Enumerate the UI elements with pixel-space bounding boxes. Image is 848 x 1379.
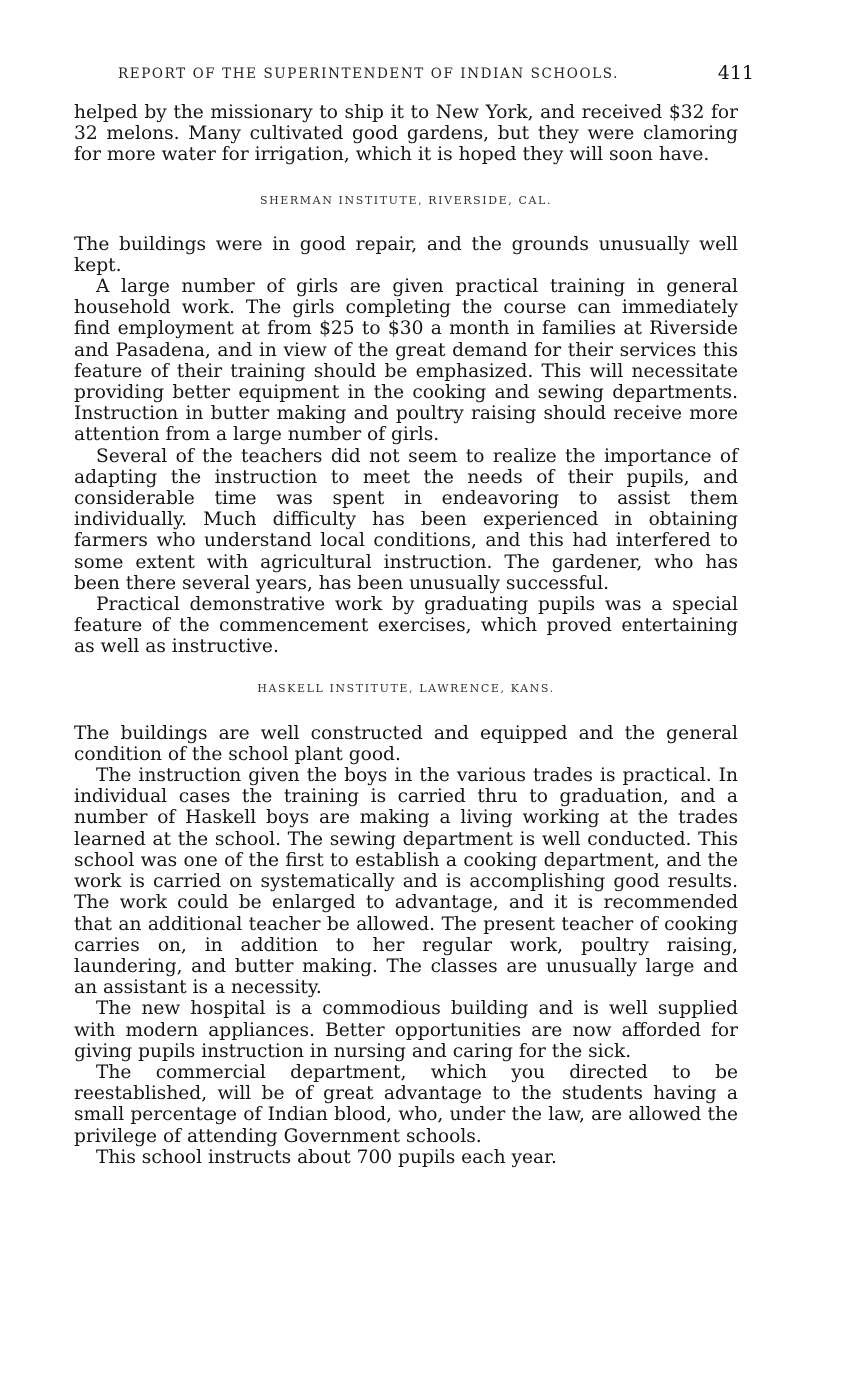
intro-paragraph: helped by the missionary to ship it to New York, and received $32 for 32 melons. Many cultivated good gardens, but they were clamoring for more water for irrigation, which it is hoped they will soon have.	[74, 102, 738, 166]
body-text	[74, 102, 738, 1168]
running-header	[74, 62, 754, 86]
sherman-paragraph-4: Practical demonstrative work by graduating pupils was a special feature of the commencement exercises, which proved entertaining as well as instructive.	[74, 594, 738, 658]
page-number: 411	[717, 62, 754, 84]
section-heading-haskell: HASKELL INSTITUTE, LAWRENCE, KANS.	[257, 681, 555, 695]
haskell-paragraph-5: This school instructs about 700 pupils each year.	[96, 1146, 557, 1168]
section-heading-sherman: SHERMAN INSTITUTE, RIVERSIDE, CAL.	[259, 193, 553, 207]
sherman-paragraph-2: A large number of girls are given practical training in general household work. The girls completing the course can immediately find employment at from $25 to $30 a month in families at Riverside and Pasadena, and in view of the great demand for their services this feature of their training should be emphasized. This will necessitate providing better equipment in the cooking and sewing departments. Instruction in butter making and poultry raising should receive more attention from a large number of girls.	[74, 276, 738, 446]
sherman-paragraph-1: The buildings were in good repair, and the grounds unusually well kept.	[74, 233, 738, 276]
running-title: REPORT OF THE SUPERINTENDENT OF INDIAN SCHOOLS.	[118, 66, 619, 82]
sherman-paragraph-3: Several of the teachers did not seem to realize the importance of adapting the instruction to meet the needs of their pupils, and considerable time was spent in endeavoring to assist them individually. Much difficulty has been experienced in obtaining farmers who understand local conditions, and this had interfered to some extent with agricultural instruction. The gardener, who has been there several years, has been unusually successful.	[74, 445, 738, 594]
haskell-paragraph-1: The buildings are well constructed and equipped and the general condition of the school plant good.	[74, 722, 738, 765]
haskell-paragraph-2: The instruction given the boys in the various trades is practical. In individual cases the training is carried thru to graduation, and a number of Haskell boys are making a living working at the trades learned at the school. The sewing department is well conducted. This school was one of the first to establish a cooking department, and the work is carried on systematically and is accomplishing good results. The work could be enlarged to advantage, and it is recommended that an additional teacher be allowed. The present teacher of cooking carries on, in addition to her regular work, poultry raising, laundering, and butter making. The classes are unusually large and an assistant is a necessity.	[74, 765, 738, 999]
haskell-paragraph-4: The commercial department, which you directed to be reestablished, will be of great advantage to the students having a small percentage of Indian blood, who, under the law, are allowed the privilege of attending Government schools.	[74, 1061, 738, 1147]
haskell-paragraph-3: The new hospital is a commodious building and is well supplied with modern appliances. Better opportunities are now afforded for giving pupils instruction in nursing and caring for the sick.	[74, 998, 738, 1062]
